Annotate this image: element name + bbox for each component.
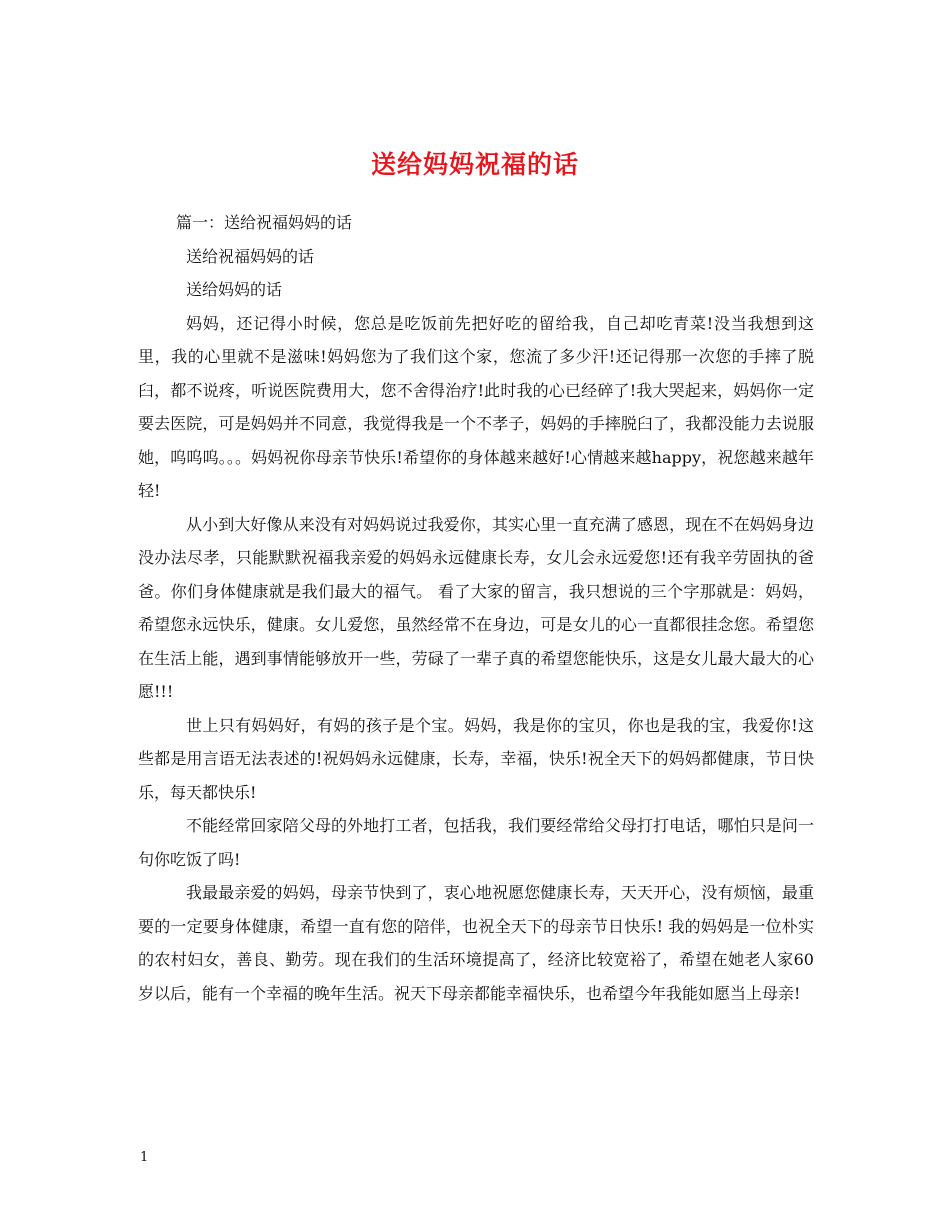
paragraph: 世上只有妈妈好，有妈的孩子是个宝。妈妈，我是你的宝贝，你也是我的宝，我爱你!这些都是用言语无法表述的!祝妈妈永远健康，长寿，幸福，快乐!祝全天下的妈妈都健康，节日快乐，每天都快乐! [138, 715, 814, 802]
subheading: 送给妈妈的话 [186, 280, 283, 299]
page-number: 1 [140, 1150, 149, 1165]
paragraph: 从小到大好像从来没有对妈妈说过我爱你，其实心里一直充满了感恩，现在不在妈妈身边没办法尽孝，只能默默祝福我亲爱的妈妈永远健康长寿，女儿会永远爱您!还有我辛劳固执的爸爸。你们身体健康就是我们最大的福气。 看了大家的留言，我只想说的三个字那就是：妈妈，希望您永远快乐，健康。女儿爱您，虽然经常不在身边，可是女儿的心一直都很挂念您。希望您在生活上能，遇到事情能够放开一些，劳碌了一辈子真的希望您能快乐，这是女儿最大最大的心愿!!! [138, 514, 814, 701]
section-heading: 篇一：送给祝福妈妈的话 [176, 213, 353, 232]
paragraph: 我最最亲爱的妈妈，母亲节快到了，衷心地祝愿您健康长寿，天天开心，没有烦恼，最重要的一定要身体健康，希望一直有您的陪伴，也祝全天下的母亲节日快乐! 我的妈妈是一位朴实的农村妇女，善良、勤劳。现在我们的生活环境提高了，经济比较宽裕了，希望在她老人家60岁以后，能有一个幸福的晚年生活。祝天下母亲都能幸福快乐，也希望今年我能如愿当上母亲! [138, 883, 814, 1003]
document-body [138, 206, 814, 1010]
document-title: 送给妈妈祝福的话 [370, 149, 579, 179]
paragraph: 妈妈，还记得小时候，您总是吃饭前先把好吃的留给我，自己却吃青菜!没当我想到这里，我的心里就不是滋味!妈妈您为了我们这个家，您流了多少汗!还记得那一次您的手摔了脱臼，都不说疼，听说医院费用大，您不舍得治疗!此时我的心已经碎了!我大哭起来，妈妈你一定要去医院，可是妈妈并不同意，我觉得我是一个不孝子，妈妈的手摔脱臼了，我都没能力去说服她，呜呜呜。。。妈妈祝你母亲节快乐!希望你的身体越来越好!心情越来越happy，祝您越来越年轻! [138, 313, 814, 500]
paragraph: 不能经常回家陪父母的外地打工者，包括我，我们要经常给父母打打电话，哪怕只是问一句你吃饭了吗! [138, 816, 814, 869]
subheading: 送给祝福妈妈的话 [186, 246, 315, 266]
